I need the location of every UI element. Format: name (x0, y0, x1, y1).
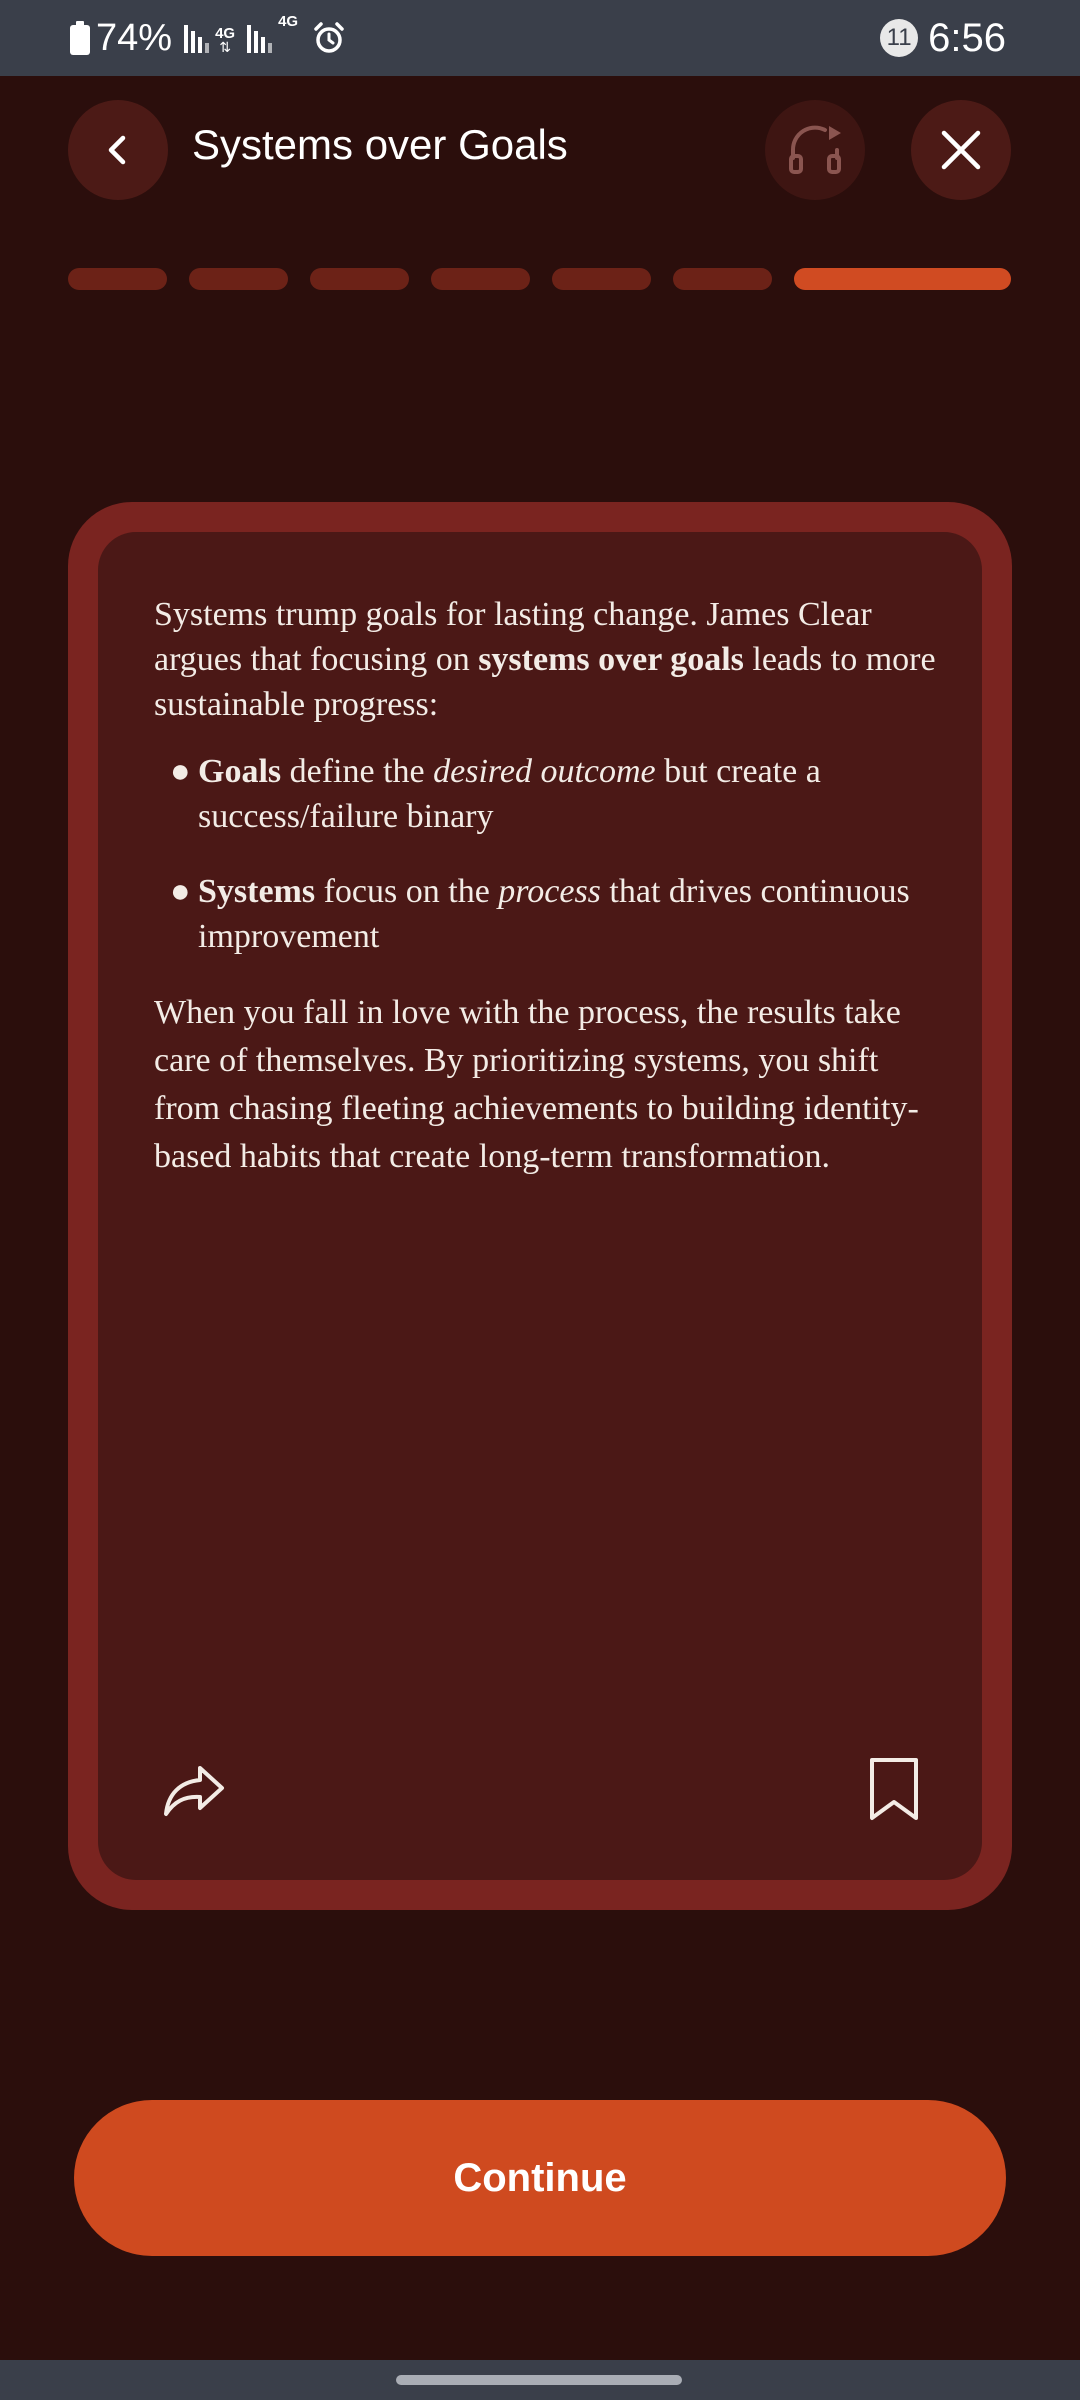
audio-button[interactable] (765, 100, 865, 200)
list-item (154, 869, 944, 959)
data-arrows-icon: ⇅ (219, 38, 231, 55)
clock: 6:56 (928, 15, 1006, 60)
bullet-text: that drives continuous improvement (198, 873, 910, 955)
bullet-icon: ● (170, 873, 191, 910)
status-right (880, 12, 1006, 64)
battery-percentage: 74% (96, 16, 173, 59)
close-icon (938, 127, 984, 173)
intro-bold-text: systems over goals (478, 641, 744, 678)
list-item (154, 749, 944, 839)
battery-icon (70, 21, 90, 55)
back-button[interactable] (68, 100, 168, 200)
close-button[interactable] (911, 100, 1011, 200)
bullet-text: focus on the (315, 873, 499, 910)
navigation-bar (0, 2360, 1080, 2400)
chevron-left-icon (98, 130, 138, 170)
bullet-term: Goals (198, 753, 282, 790)
page-title: Systems over Goals (192, 121, 568, 168)
status-left (70, 12, 346, 64)
progress-segment (673, 268, 772, 290)
bookmark-icon[interactable] (864, 1754, 924, 1824)
closing-paragraph: When you fall in love with the process, the results take care of themselves. By prioritizing systems, you shift from chasing fleeting achievements to building identity-based habits that create long-term transformation. (154, 994, 919, 1175)
card-body (154, 592, 944, 1181)
intro-paragraph (154, 592, 944, 727)
progress-segment (189, 268, 288, 290)
signal-icon-2 (247, 23, 272, 53)
share-icon[interactable] (160, 1760, 230, 1822)
progress-indicator (68, 268, 1012, 290)
bullet-text: but create a success/failure binary (198, 753, 821, 835)
content-card-inner (98, 532, 982, 1880)
alarm-icon (312, 21, 346, 55)
progress-segment (552, 268, 651, 290)
status-bar (0, 0, 1080, 76)
header (0, 76, 1080, 226)
network-type-label-2: 4G (278, 13, 299, 30)
notification-count-badge: 11 (880, 19, 918, 57)
bullet-term: Systems (198, 873, 316, 910)
signal-icon (184, 23, 209, 53)
bullet-emphasis: desired outcome (433, 753, 656, 790)
bullet-icon: ● (170, 753, 191, 790)
home-indicator[interactable] (396, 2375, 682, 2385)
progress-segment (310, 268, 409, 290)
continue-button[interactable]: Continue (74, 2100, 1006, 2256)
network-type-indicator (215, 24, 235, 53)
bullet-list (154, 749, 944, 959)
bullet-text: define the (281, 753, 434, 790)
progress-segment-active (794, 268, 1011, 290)
network-type-label: 4G (215, 24, 236, 42)
intro-text-end: leads to more sustainable progress: (154, 641, 936, 723)
intro-text: Systems trump goals for lasting change. James Clear argues that focusing on (154, 596, 872, 678)
progress-segment (68, 268, 167, 290)
content-card (68, 502, 1012, 1910)
headphones-play-icon (785, 120, 845, 180)
bullet-emphasis: process (498, 873, 601, 910)
progress-segment (431, 268, 530, 290)
